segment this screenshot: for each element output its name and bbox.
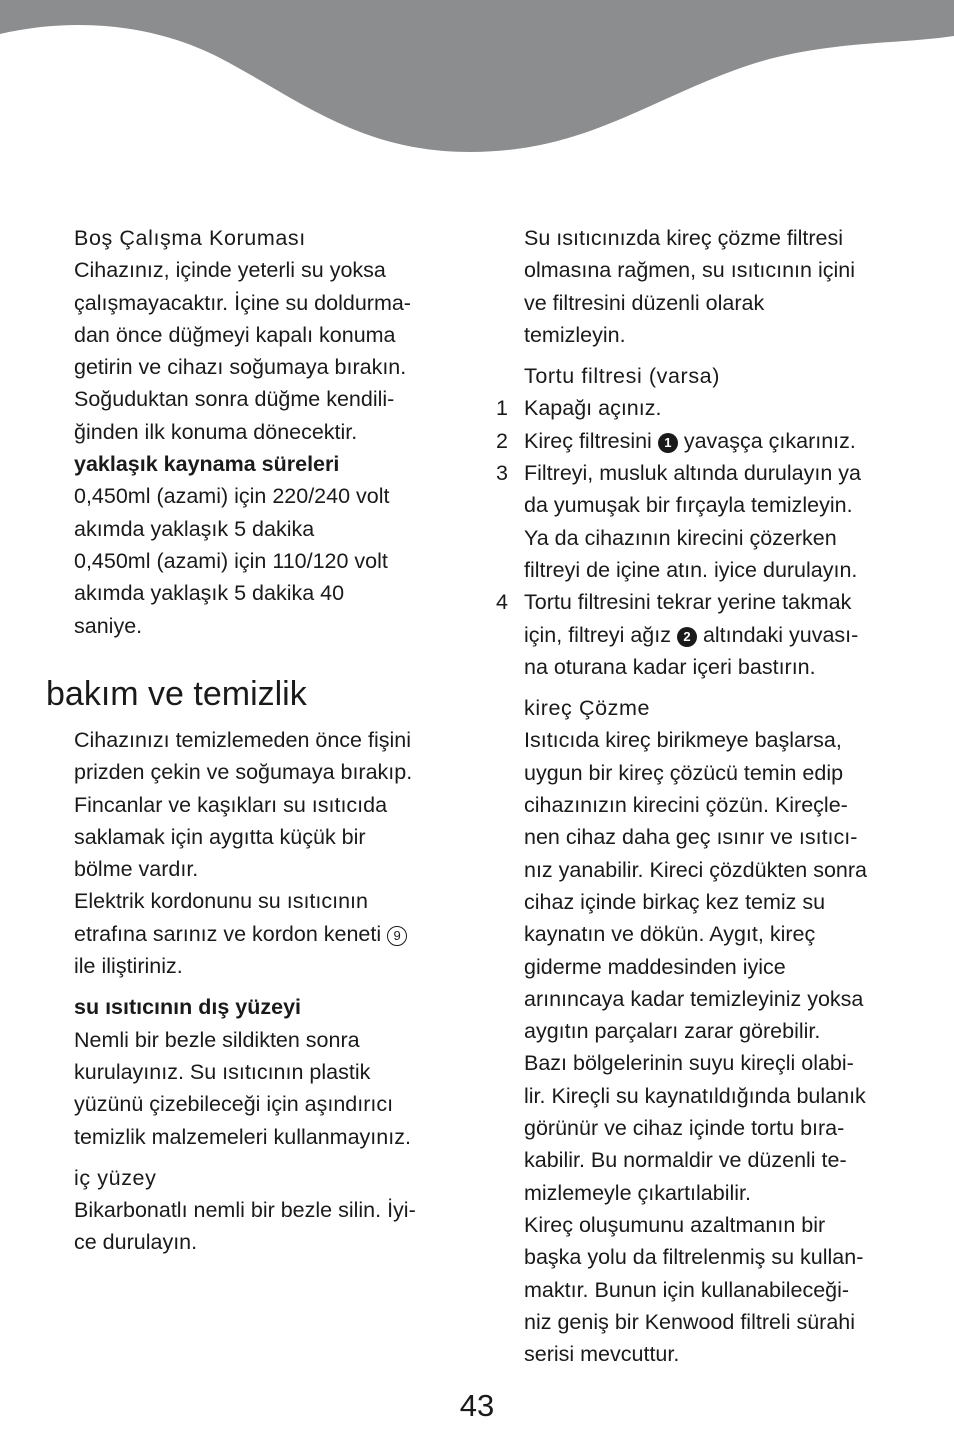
descaling-line: Isıtıcıda kireç birikmeye başlarsa, — [524, 728, 842, 753]
boiling-time-line: 0,450ml (azami) için 220/240 volt — [74, 484, 390, 509]
step-item — [496, 392, 934, 424]
descaling-line: mizlemeyle çıkartılabilir. — [524, 1180, 751, 1205]
step-text: na oturana kadar içeri bastırın. — [524, 654, 816, 679]
right-column — [496, 222, 934, 1370]
descaling-line: Bazı bölgelerinin suyu kireçli olabi- — [524, 1051, 854, 1076]
descaling-line: kaynatın ve dökün. Aygıt, kireç — [524, 922, 816, 947]
step-item — [496, 586, 934, 683]
step-item — [496, 425, 934, 457]
dry-protection-line: ğinden ilk konuma dönecektir. — [74, 419, 358, 444]
left-column-top — [74, 222, 474, 642]
step-text: için, filtreyi ağız — [524, 622, 671, 647]
boiling-time-line: saniye. — [74, 613, 143, 638]
cleaning-intro-line: temizleyin. — [524, 322, 626, 347]
descaling-line: nen cihaz daha geç ısınır ve ısıtıcı- — [524, 825, 858, 850]
header-wave — [0, 0, 954, 160]
dry-protection-line: çalışmayacaktır. İçine su doldurma- — [74, 290, 411, 315]
dry-protection-line: dan önce düğmeyi kapalı konuma — [74, 322, 396, 347]
descaling-line: aygıtın parçaları zarar görebilir. — [524, 1019, 821, 1044]
step-number: 4 — [496, 590, 508, 615]
care-intro-line: Cihazınızı temizlemeden önce fişini — [74, 728, 411, 752]
care-intro-line: Fincanlar ve kaşıkları su ısıtıcıda — [74, 792, 388, 817]
descaling-line: uygun bir kireç çözücü temin edip — [524, 760, 844, 785]
cord-clip-ref-circle: 9 — [387, 926, 407, 946]
section-title: bakım ve temizlik — [46, 675, 307, 713]
care-intro-line: prizden çekin ve soğumaya bırakıp. — [74, 760, 413, 785]
cleaning-intro-line: Su ısıtıcınızda kireç çözme filtresi — [524, 226, 844, 250]
inner-surface-line: Bikarbonatlı nemli bir bezle silin. İyi- — [74, 1198, 416, 1223]
descaling-line: kabilir. Bu normaldir ve düzenli te- — [524, 1148, 847, 1173]
step-number: 1 — [496, 396, 508, 421]
step-text: Kapağı açınız. — [524, 396, 662, 421]
outer-surface-heading: su ısıtıcının dış yüzeyi — [74, 995, 302, 1020]
step-text: Ya da cihazının kirecini çözerken — [524, 525, 837, 550]
page-number: 43 — [459, 1388, 495, 1423]
left-column-care — [74, 724, 474, 1259]
outer-surface-line: kurulayınız. Su ısıtıcının plastik — [74, 1059, 371, 1084]
cord-clip-text: etrafına sarınız ve kordon keneti — [74, 921, 382, 946]
scale-filter-heading: Tortu filtresi (varsa) — [524, 364, 720, 389]
descaling-line: görünür ve cihaz içinde tortu bıra- — [524, 1116, 845, 1141]
header-wave-shape — [0, 0, 954, 152]
descaling-heading: kireç Çözme — [524, 696, 651, 721]
dry-protection-heading: Boş Çalışma Koruması — [74, 226, 306, 250]
descaling-line: başka yolu da filtrelenmiş su kullan- — [524, 1245, 864, 1270]
step-text: yavaşça çıkarınız. — [683, 428, 856, 453]
cord-clip-line-end: ile iliştiriniz. — [74, 954, 183, 979]
boiling-time-line: akımda yaklaşık 5 dakika 40 — [74, 581, 345, 606]
descaling-line: lir. Kireçli su kaynatıldığında bulanık — [524, 1083, 866, 1108]
care-intro-line: Elektrik kordonunu su ısıtıcının — [74, 889, 368, 914]
care-intro-line: bölme vardır. — [74, 857, 199, 882]
outer-surface-line: temizlik malzemeleri kullanmayınız. — [74, 1124, 411, 1149]
inner-surface-heading: iç yüzey — [74, 1165, 157, 1190]
step-text: da yumuşak bir fırçayla temizleyin. — [524, 493, 853, 518]
step-text: altındaki yuvası- — [702, 622, 859, 647]
step-text: Kireç filtresini — [524, 428, 652, 453]
descaling-line: cihazınızın kirecini çözün. Kireçle- — [524, 793, 848, 818]
boiling-time-line: 0,450ml (azami) için 110/120 volt — [74, 548, 388, 573]
cord-clip-line — [74, 918, 474, 950]
part-number-badge: 1 — [658, 433, 678, 453]
descaling-line: Kireç oluşumunu azaltmanın bir — [524, 1212, 826, 1237]
cleaning-intro-line: olmasına rağmen, su ısıtıcının içini — [524, 258, 856, 283]
step-text: filtreyi de içine atın. iyice durulayın. — [524, 557, 858, 582]
dry-protection-line: Soğuduktan sonra düğme kendili- — [74, 387, 395, 412]
step-number: 3 — [496, 461, 508, 486]
outer-surface-line: yüzünü çizebileceği için aşındırıcı — [74, 1092, 394, 1117]
dry-protection-line: getirin ve cihazı soğumaya bırakın. — [74, 355, 407, 380]
descaling-line: serisi mevcuttur. — [524, 1342, 680, 1367]
boiling-time-line: akımda yaklaşık 5 dakika — [74, 516, 315, 541]
dry-protection-line: Cihazınız, içinde yeterli su yoksa — [74, 258, 386, 283]
scale-filter-steps — [496, 392, 934, 683]
step-number: 2 — [496, 428, 508, 453]
part-number-badge: 2 — [677, 627, 697, 647]
descaling-line: maktır. Bunun için kullanabileceği- — [524, 1277, 850, 1302]
boiling-times-heading: yaklaşık kaynama süreleri — [74, 452, 340, 477]
descaling-line: arınıncaya kadar temizleyiniz yoksa — [524, 986, 864, 1011]
outer-surface-line: Nemli bir bezle sildikten sonra — [74, 1027, 360, 1052]
step-text: Tortu filtresini tekrar yerine takmak — [524, 590, 852, 615]
descaling-line: giderme maddesinden iyice — [524, 954, 786, 979]
inner-surface-line: ce durulayın. — [74, 1230, 198, 1255]
step-text-line — [524, 619, 934, 651]
care-intro-line: saklamak için aygıtta küçük bir — [74, 824, 366, 849]
step-item — [496, 457, 934, 586]
descaling-line: niz geniş bir Kenwood filtreli sürahi — [524, 1309, 856, 1334]
descaling-line: nız yanabilir. Kireci çözdükten sonra — [524, 857, 867, 882]
step-text: Filtreyi, musluk altında durulayın ya — [524, 461, 861, 486]
descaling-line: cihaz içinde birkaç kez temiz su — [524, 889, 826, 914]
cleaning-intro-line: ve filtresini düzenli olarak — [524, 290, 765, 315]
